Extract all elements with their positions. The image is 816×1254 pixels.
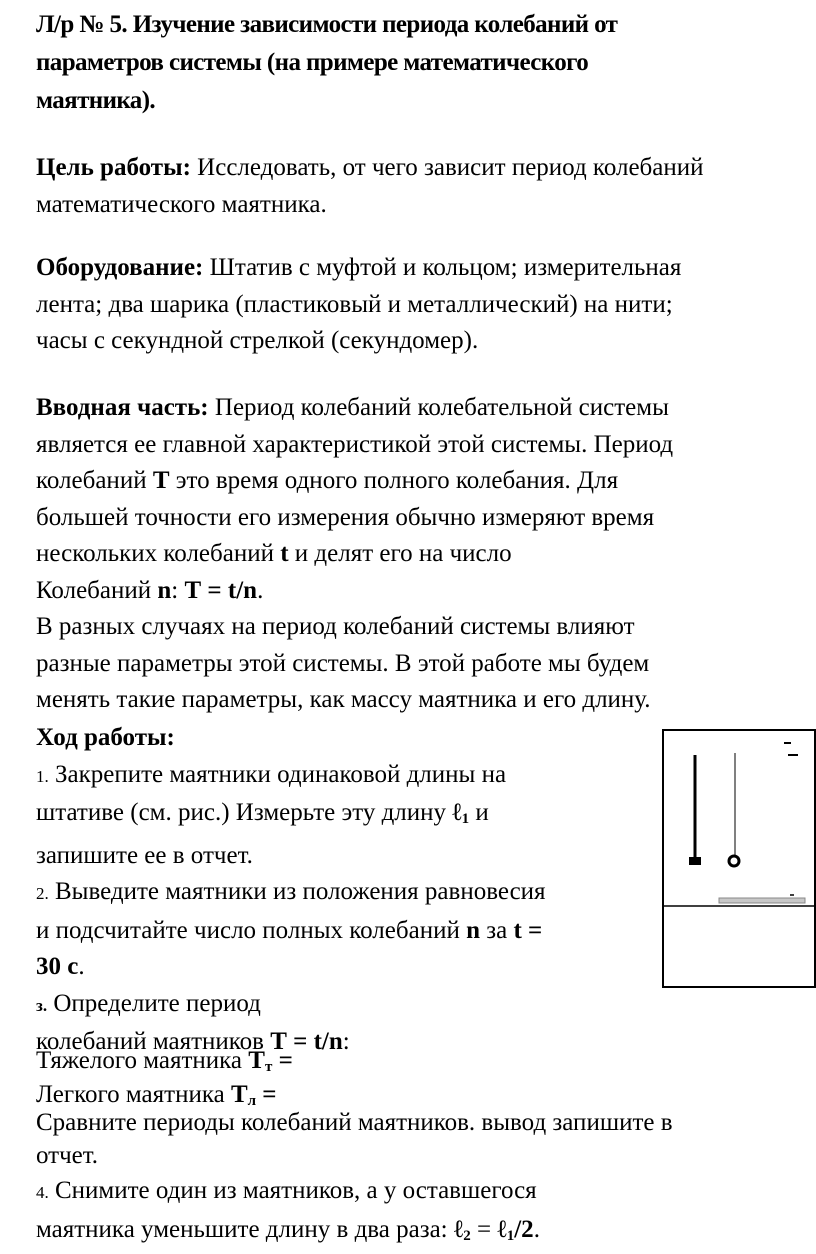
ruler <box>719 898 805 903</box>
step-text: . <box>78 953 85 980</box>
step-number: 1. <box>36 766 49 786</box>
step-text: Снимите один из маятников, а у оставшегося <box>48 1177 537 1204</box>
length-symbol: ℓ <box>453 1215 464 1243</box>
equipment-text: лента; два шарика (пластиковый и металлический) на нити; <box>36 290 673 318</box>
period-formula: Т = t/n <box>184 576 258 604</box>
length-symbol: ℓ <box>497 1215 507 1243</box>
step-text: и <box>469 799 489 826</box>
intro-text: большей точности его измерения обычно измеряют время <box>36 503 655 531</box>
intro-text: разные параметры этой системы. В этой работе мы будем <box>36 649 650 677</box>
count-symbol: n <box>157 576 172 604</box>
step-text: штативе (см. рис.) Измерьте эту длину <box>36 799 453 826</box>
step-text: колебаний маятников <box>36 1028 271 1055</box>
light-subscript: л <box>247 1093 257 1109</box>
compare-text: Сравните периоды колебаний маятников. вывод запишите в <box>36 1109 673 1136</box>
equipment-text: часы с секундной стрелкой (секундомер). <box>36 327 479 354</box>
intro-text: В разных случаях на период колебаний системы влияют <box>36 613 635 640</box>
equals-sign: = <box>256 1081 277 1108</box>
intro-text: Период колебаний колебательной системы <box>208 394 669 421</box>
length-symbol: ℓ <box>452 799 462 826</box>
intro-text: колебаний <box>36 467 153 494</box>
step-text: = <box>470 1215 498 1243</box>
time-value: t = <box>513 916 543 944</box>
results-section <box>36 1047 796 1115</box>
intro-label: Вводная часть: <box>36 394 209 421</box>
step-text: . <box>533 1215 540 1243</box>
step-number: 4. <box>36 1183 49 1202</box>
goal-text: математического маятника. <box>36 190 327 218</box>
step-text: Выведите маятники из положения равновесия <box>48 878 546 905</box>
length-formula: /2 <box>514 1215 534 1243</box>
equipment-section <box>36 250 681 360</box>
compare-text: отчет. <box>36 1142 99 1169</box>
goal-label: Цель работы: <box>36 154 191 181</box>
goal-section <box>36 150 704 223</box>
light-label: Легкого маятника <box>36 1081 231 1108</box>
time-value: 30 с <box>36 953 79 980</box>
intro-text: нескольких колебаний <box>36 540 281 567</box>
intro-text: менять такие параметры, как массу маятника и его длину. <box>36 686 651 713</box>
goal-text: Исследовать, от чего зависит период колебаний <box>190 154 704 181</box>
compare-section <box>36 1106 796 1172</box>
step-text: запишите ее в отчет. <box>36 841 253 869</box>
intro-section <box>36 390 673 719</box>
document-title <box>36 6 756 120</box>
step-text: Закрепите маятники одинаковой длины на <box>48 760 507 788</box>
period-symbol: Т <box>152 467 170 494</box>
period-formula: Т = t/n <box>270 1028 343 1055</box>
step-number: 2. <box>36 884 49 903</box>
intro-text: и делят его на число <box>288 540 512 567</box>
heavy-ball <box>689 857 701 865</box>
intro-text: это время одного полного колебания. Для <box>169 467 619 494</box>
light-period-symbol: Т <box>230 1081 248 1108</box>
step-text: Определите период <box>47 989 261 1017</box>
title-line: параметров системы (на примере математического <box>36 49 589 76</box>
step4-section <box>36 1173 796 1254</box>
heavy-label: Тяжелого маятника <box>36 1047 249 1074</box>
intro-text: . <box>257 576 264 604</box>
intro-text: является ее главной характеристикой этой системы. Период <box>36 430 674 458</box>
pendulum-drawing <box>664 731 814 986</box>
equipment-text: Штатив с муфтой и кольцом; измерительная <box>203 254 682 281</box>
equals-sign: = <box>272 1047 293 1074</box>
length-subscript: 1 <box>461 811 470 827</box>
length-subscript: 1 <box>506 1227 515 1244</box>
step-text: маятника уменьшите длину в два раза: <box>36 1215 454 1243</box>
intro-text: : <box>171 576 185 604</box>
step-text: и подсчитайте число полных колебаний <box>36 916 467 944</box>
step-text: : <box>342 1028 350 1055</box>
procedure-section <box>36 720 636 1061</box>
step-text: за <box>479 916 514 944</box>
length-subscript: 2 <box>463 1227 471 1244</box>
heavy-subscript: т <box>264 1059 273 1075</box>
count-symbol: n <box>466 916 480 944</box>
pendulum-figure <box>662 729 816 988</box>
step-number: з. <box>36 995 48 1015</box>
intro-text: Колебаний <box>36 576 158 604</box>
heavy-period-symbol: Т <box>248 1047 265 1074</box>
title-line: маятника). <box>36 87 156 114</box>
equipment-label: Оборудование: <box>36 254 204 281</box>
procedure-heading: Ход работы: <box>36 724 175 751</box>
light-ball <box>729 856 739 866</box>
title-line: Л/р № 5. Изучение зависимости периода колебаний от <box>36 11 618 38</box>
time-symbol: t <box>280 540 289 567</box>
